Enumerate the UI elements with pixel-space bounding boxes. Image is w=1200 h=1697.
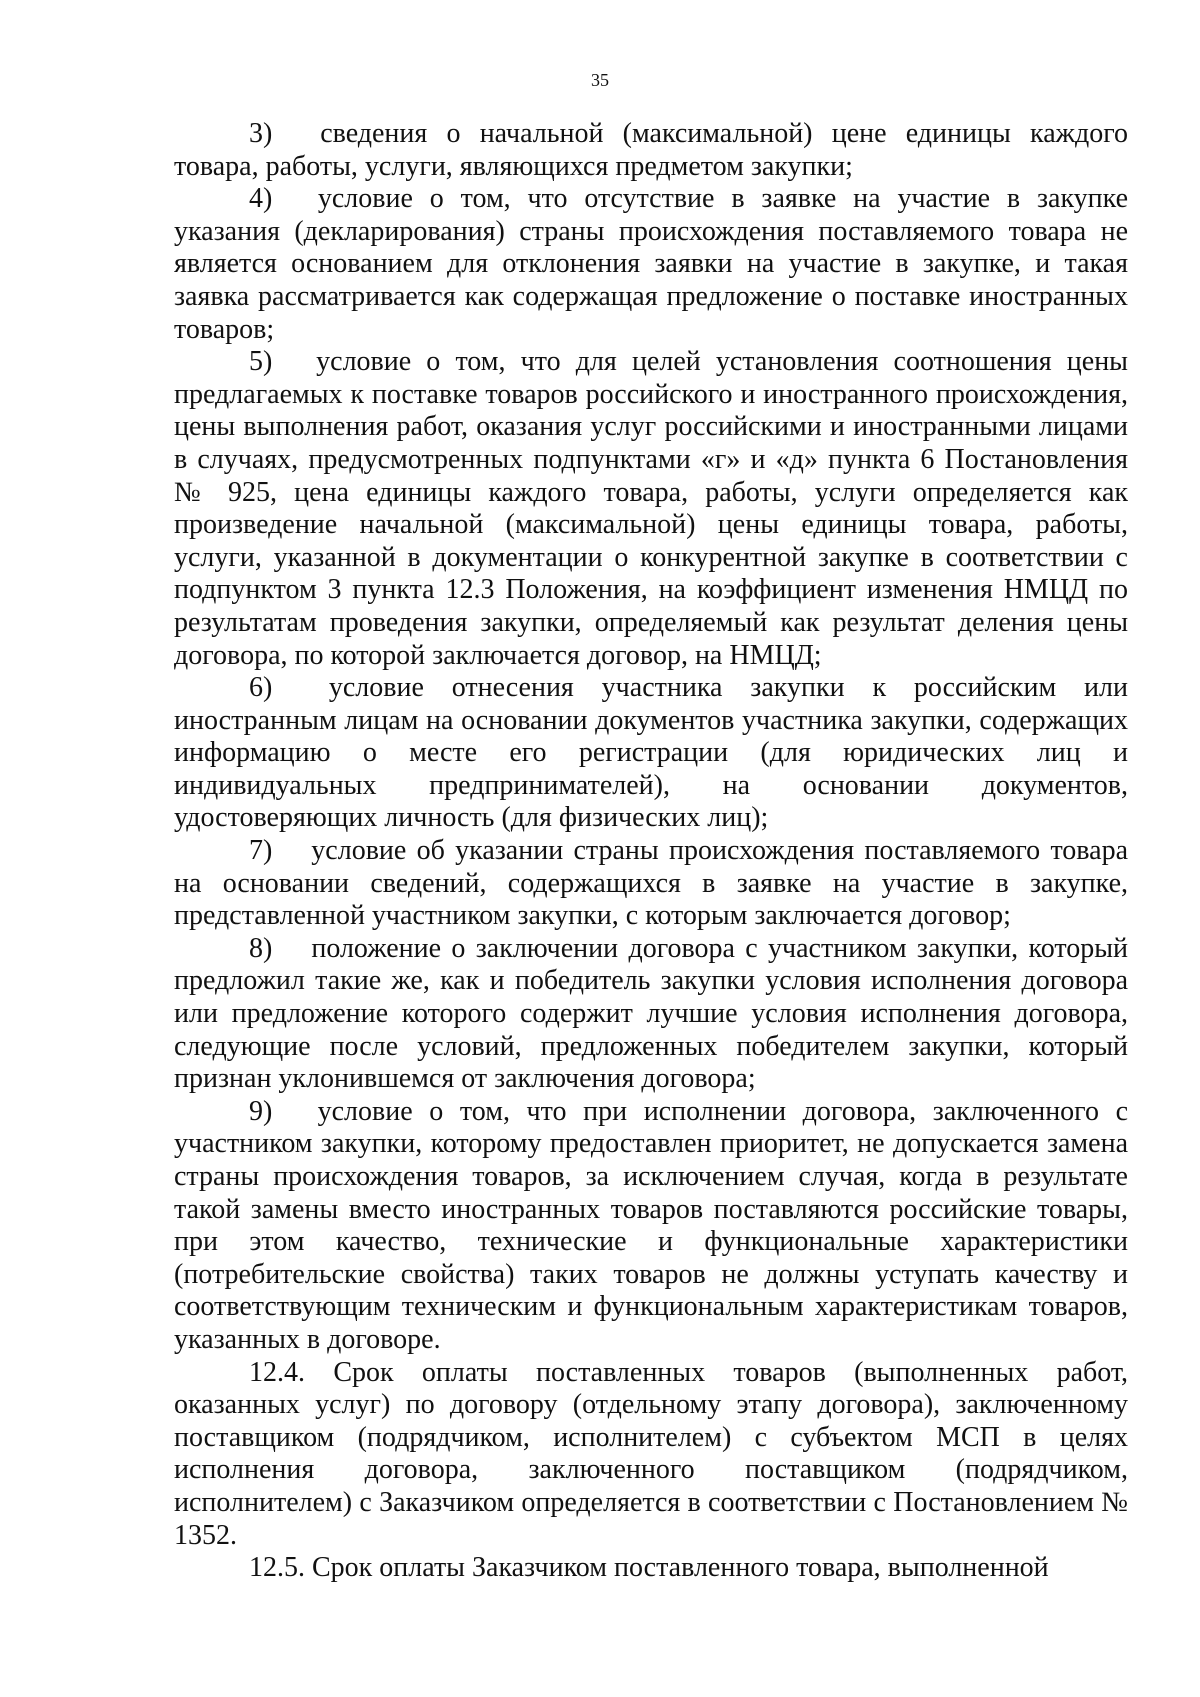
item-number: 5): [249, 346, 273, 378]
item-number: 9): [249, 1095, 273, 1127]
paragraph-item-9: [174, 1096, 1128, 1357]
paragraph-text: положение о заключении договора с участником закупки, который предложил такие же, как и победитель закупки условия исполнения договора или предложение которого содержит лучшие условия исполнения договора, следующие после условий, предложенных победителем закупки, который признан уклонившемся от заключения договора;: [174, 932, 1128, 1095]
paragraph-text: условие об указании страны происхождения поставляемого товара на основании сведений, содержащихся в заявке на участие в закупке, представленной участником закупки, с которым заключается договор;: [174, 835, 1129, 932]
page-number: 35: [591, 70, 609, 90]
item-number: 8): [249, 932, 273, 964]
clause-number: 12.4.: [249, 1356, 305, 1388]
paragraph-text: Срок оплаты Заказчиком поставленного товара, выполненной: [312, 1552, 1049, 1584]
item-number: 4): [249, 183, 273, 215]
item-number: 7): [249, 835, 273, 867]
paragraph-text: условие отнесения участника закупки к российским или иностранным лицам на основании документов участника закупки, содержащих информацию о месте его регистрации (для юридических лиц и индивидуальных предпринимателей), на основании документов, удостоверяющих личность (для физических лиц);: [174, 672, 1128, 834]
paragraph-item-3: [174, 118, 1128, 183]
paragraph-text: условие о том, что для целей установления соотношения цены предлагаемых к поставке товаров российского и иностранного происхождения, цены выполнения работ, оказания услуг российскими и иностранными лицами в случаях, предусмотренных подпунктами «г» и «д» пункта 6 Постановления № 925, цена единицы каждого товара, работы, услуги определяется как произведение начальной (максимальной) цены единицы товара, работы, услуги, указанной в документации о конкурентной закупке в соответствии с подпунктом 3 пункта 12.3 Положения, на коэффициент изменения НМЦД по результатам проведения закупки, определяемый как результат деления цены договора, по которой заключается договор, на НМЦД;: [174, 346, 1128, 671]
item-number: 3): [249, 118, 273, 149]
paragraph-item-4: [174, 183, 1128, 346]
document-body: [174, 118, 1128, 1585]
paragraph-item-8: [174, 933, 1128, 1096]
paragraph-clause-12-5: [174, 1552, 1128, 1585]
paragraph-item-7: [174, 835, 1128, 933]
paragraph-text: условие о том, что при исполнении договора, заключенного с участником закупки, которому предоставлен приоритет, не допускается замена страны происхождения товаров, за исключением случая, когда в результате такой замены вместо иностранных товаров поставляются российские товары, при этом качество, технические и функциональные характеристики (потребительские свойства) таких товаров не должны уступать качеству и соответствующим техническим и функциональным характеристикам товаров, указанных в договоре.: [174, 1095, 1129, 1355]
paragraph-text: условие о том, что отсутствие в заявке на участие в закупке указания (декларирования) страны происхождения поставляемого товара не является основанием для отклонения заявки на участие в закупке, и такая заявка рассматривается как содержащая предложение о поставке иностранных товаров;: [174, 183, 1128, 345]
paragraph-text: сведения о начальной (максимальной) цене единицы каждого товара, работы, услуги, являющихся предметом закупки;: [174, 118, 1128, 182]
paragraph-clause-12-4: [174, 1357, 1128, 1553]
paragraph-item-5: [174, 346, 1128, 672]
paragraph-item-6: [174, 672, 1128, 835]
paragraph-text: Срок оплаты поставленных товаров (выполненных работ, оказанных услуг) по договору (отдельному этапу договора), заключенному поставщиком (подрядчиком, исполнителем) с субъектом МСП в целях исполнения договора, заключенного поставщиком (подрядчиком, исполнителем) с Заказчиком определяется в соответствии с Постановлением № 1352.: [174, 1356, 1129, 1551]
item-number: 6): [249, 672, 273, 704]
clause-number: 12.5.: [249, 1552, 305, 1584]
